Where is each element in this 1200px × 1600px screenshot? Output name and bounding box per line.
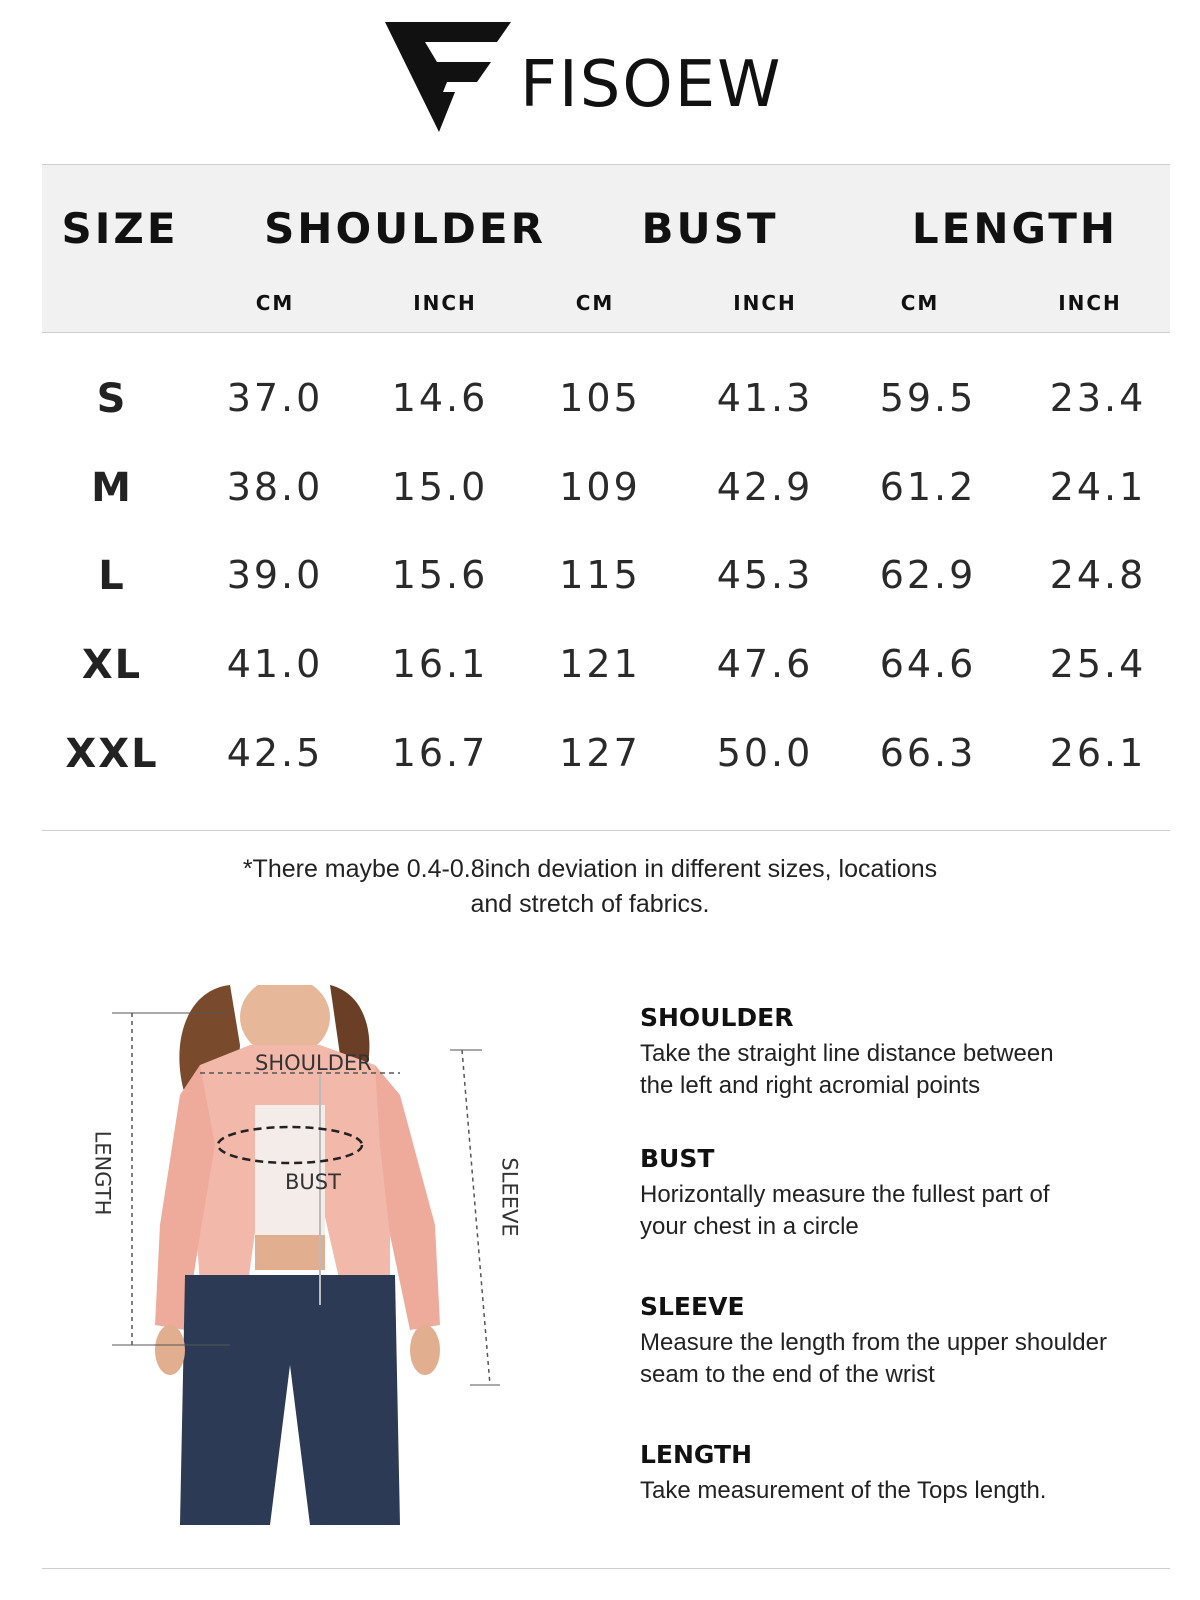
table-cell: 66.3 xyxy=(879,731,977,775)
table-cell: 26.1 xyxy=(1049,731,1147,775)
description-line: Horizontally measure the fullest part of xyxy=(640,1181,1050,1208)
table-cell: 24.1 xyxy=(1049,465,1147,509)
diagram-label-sleeve: SLEEVE xyxy=(497,1157,522,1237)
header-bust: BUST xyxy=(641,204,779,253)
table-cell: 38.0 xyxy=(226,465,324,509)
description-title: SLEEVE xyxy=(640,1292,745,1321)
header-shoulder: SHOULDER xyxy=(264,204,546,253)
table-cell: 16.1 xyxy=(391,642,489,686)
table-cell: 15.6 xyxy=(391,553,489,597)
description-line: Take measurement of the Tops length. xyxy=(640,1477,1047,1504)
table-cell: 121 xyxy=(559,642,641,686)
brand-logo xyxy=(385,20,805,140)
fisoew-f-logo-icon xyxy=(385,20,515,140)
table-cell: 39.0 xyxy=(226,553,324,597)
description-sleeve xyxy=(640,1292,1140,1391)
description-title: SHOULDER xyxy=(640,1003,794,1032)
unit-bust-inch: INCH xyxy=(733,291,797,315)
unit-bust-cm: CM xyxy=(575,291,615,315)
header-length: LENGTH xyxy=(911,204,1119,253)
divider-header xyxy=(42,332,1170,333)
note-line-2: and stretch of fabrics. xyxy=(470,890,710,918)
table-cell: 115 xyxy=(559,553,641,597)
description-line: Take the straight line distance between xyxy=(640,1040,1054,1067)
table-cell: 59.5 xyxy=(879,376,977,420)
diagram-label-bust: BUST xyxy=(285,1170,341,1194)
table-cell: 16.7 xyxy=(391,731,489,775)
size-cell: M xyxy=(91,465,133,511)
table-cell: 45.3 xyxy=(716,553,814,597)
table-cell: 50.0 xyxy=(716,731,814,775)
table-cell: 15.0 xyxy=(391,465,489,509)
table-cell: 41.3 xyxy=(716,376,814,420)
table-cell: 23.4 xyxy=(1049,376,1147,420)
table-cell: 47.6 xyxy=(716,642,814,686)
table-cell: 61.2 xyxy=(879,465,977,509)
table-cell: 25.4 xyxy=(1049,642,1147,686)
unit-shoulder-cm: CM xyxy=(255,291,295,315)
description-line: your chest in a circle xyxy=(640,1213,859,1240)
table-cell: 41.0 xyxy=(226,642,324,686)
description-length xyxy=(640,1440,1140,1507)
size-cell: XXL xyxy=(65,731,159,777)
table-cell: 42.9 xyxy=(716,465,814,509)
size-cell: XL xyxy=(81,642,143,688)
description-shoulder xyxy=(640,1003,1140,1102)
unit-length-cm: CM xyxy=(900,291,940,315)
table-cell: 109 xyxy=(559,465,641,509)
unit-length-inch: INCH xyxy=(1058,291,1122,315)
diagram-label-length: LENGTH xyxy=(90,1130,115,1216)
table-cell: 37.0 xyxy=(226,376,324,420)
description-title: BUST xyxy=(640,1144,715,1173)
description-bust xyxy=(640,1144,1140,1243)
table-cell: 24.8 xyxy=(1049,553,1147,597)
diagram-label-shoulder: SHOULDER xyxy=(255,1051,372,1075)
divider-table-bottom xyxy=(42,830,1170,831)
deviation-note xyxy=(190,852,990,922)
measurement-diagram xyxy=(90,985,530,1525)
table-cell: 64.6 xyxy=(879,642,977,686)
size-cell: S xyxy=(96,376,128,422)
table-cell: 42.5 xyxy=(226,731,324,775)
description-line: Measure the length from the upper shoulder xyxy=(640,1329,1107,1356)
unit-shoulder-inch: INCH xyxy=(413,291,477,315)
table-cell: 127 xyxy=(559,731,641,775)
table-cell: 14.6 xyxy=(391,376,489,420)
brand-name: FISOEW xyxy=(520,48,783,122)
divider-bottom xyxy=(42,1568,1170,1569)
note-line-1: *There maybe 0.4-0.8inch deviation in different sizes, locations xyxy=(242,855,938,883)
size-cell: L xyxy=(98,553,126,599)
table-cell: 62.9 xyxy=(879,553,977,597)
description-title: LENGTH xyxy=(640,1440,752,1469)
table-cell: 105 xyxy=(559,376,641,420)
description-line: the left and right acromial points xyxy=(640,1072,981,1099)
description-line: seam to the end of the wrist xyxy=(640,1361,935,1388)
header-size: SIZE xyxy=(61,204,179,253)
